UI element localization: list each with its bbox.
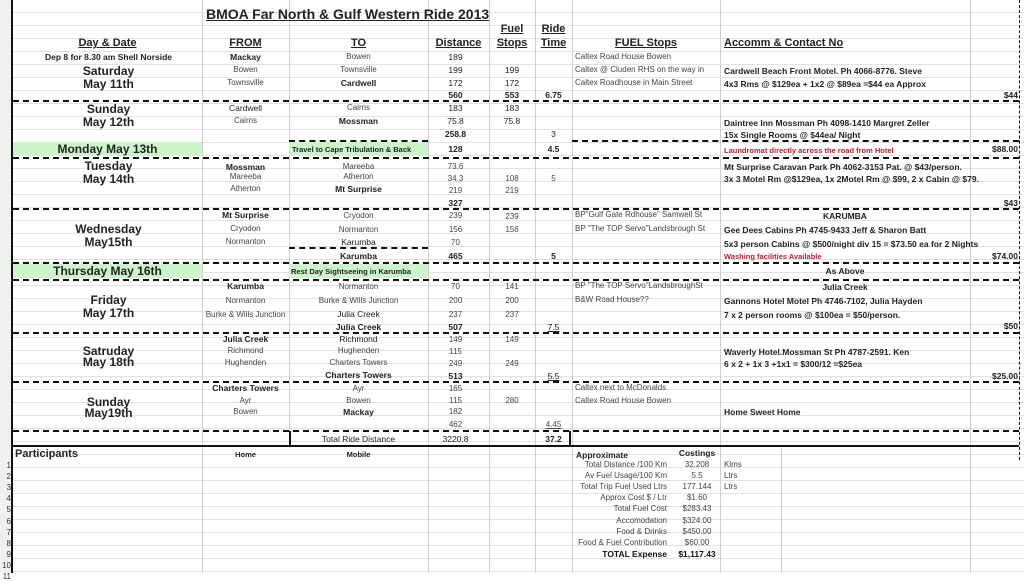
costing-label: Total Distance /100 Km <box>584 460 667 469</box>
header-distance: Distance <box>435 37 482 49</box>
row-number: 6 <box>6 516 11 526</box>
distance-cell: 115 <box>449 347 462 356</box>
distance-cell: 183 <box>448 103 463 113</box>
to-cell: Mt Surprise <box>335 184 382 194</box>
separator <box>572 140 1019 142</box>
from-cell: Burke & Wills Junction <box>205 310 286 319</box>
from-cell: Cardwell <box>228 103 263 113</box>
date-label: May 14th <box>82 172 135 186</box>
day-label: Sunday <box>86 395 131 409</box>
day-separator <box>13 208 1019 210</box>
costing-value: 5.5 <box>691 471 703 481</box>
accomm-cell: Julia Creek <box>822 282 868 292</box>
day-label: Tuesday <box>84 159 133 173</box>
distance-cell: 75.8 <box>447 116 464 126</box>
day-label: Friday <box>90 293 127 307</box>
fuel-cell: 183 <box>504 103 520 113</box>
fuel-stop-cell: B&W Road House?? <box>575 295 649 304</box>
from-cell: Bowen <box>233 65 258 74</box>
note-cell: Laundromat directly across the road from Hotel <box>724 146 894 155</box>
from-cell: Julia Creek <box>222 334 269 344</box>
accomm-cell: 5x3 person Cabins @ $500/night div 15 = $73.50 ea for 2 Nights <box>724 239 979 249</box>
sheet-title: BMOA Far North & Gulf Western Ride 2013 <box>206 6 490 22</box>
row-number: 11 <box>2 572 11 581</box>
day-total-distance: 560 <box>448 90 463 100</box>
costing-label: Total Trip Fuel Used Ltrs <box>580 482 667 492</box>
costing-value: $60.00 <box>684 537 710 547</box>
to-cell: Mossman <box>338 116 379 126</box>
date-label: May 17th <box>82 306 135 320</box>
from-cell: Townsville <box>227 78 264 87</box>
costing-label: Food & Fuel Contribution <box>578 537 667 547</box>
to-cell: Townsville <box>340 65 377 74</box>
day-cost: $50 <box>1003 321 1018 331</box>
to-cell: Charters Towers <box>329 358 388 367</box>
fuel-cell: 149 <box>505 335 519 344</box>
distance-cell: 165 <box>448 384 463 393</box>
day-total-time: 6.75 <box>545 90 562 100</box>
fuel-cell: 199 <box>504 65 520 75</box>
day-separator <box>13 157 1019 159</box>
to-cell: Julia Creek <box>337 309 380 319</box>
fuel-cell: 156 <box>505 225 519 234</box>
row-number: 5 <box>6 505 11 515</box>
day-cost: $44 <box>1003 90 1018 100</box>
day-label: Sunday <box>86 102 131 116</box>
header-stops: Stops <box>496 37 528 49</box>
grand-total-label: Total Ride Distance <box>321 434 396 444</box>
distance-cell: 172 <box>448 78 463 88</box>
distance-cell: 182 <box>448 407 463 416</box>
day-total-distance: 462 <box>448 420 463 429</box>
row-number: 3 <box>6 483 11 493</box>
from-cell: Normanton <box>225 296 266 305</box>
fuel-cell: 239 <box>505 212 519 221</box>
day-cost: $25.00 <box>992 371 1018 381</box>
fuel-cell: 75.8 <box>503 116 521 126</box>
distance-cell: 237 <box>448 310 463 319</box>
header-from: FROM <box>229 37 262 49</box>
day-total-time: 5.5 <box>547 371 560 381</box>
row-number: 10 <box>2 560 11 570</box>
day-label: Saturday <box>82 64 135 78</box>
fuel-stop-cell: BP "The TOP Servo"Landsbrough St <box>575 224 706 233</box>
day-total-distance: 507 <box>448 322 463 332</box>
costing-value: $450.00 <box>682 526 712 536</box>
fuel-stop-cell: BP"Gulf Gate Rdhouse" Samwell St <box>575 210 703 219</box>
to-cell: Normanton <box>338 282 379 291</box>
date-label: May 11th <box>83 77 134 91</box>
to-cell: Bowen <box>346 396 371 405</box>
day-total-time: 7.5 <box>547 322 560 332</box>
day-separator <box>13 332 1019 334</box>
participants-mobile-header: Mobile <box>346 450 371 459</box>
distance-cell: 199 <box>448 65 463 75</box>
fuel-cell: 141 <box>505 282 519 291</box>
costing-value: $1.60 <box>686 493 708 503</box>
fuel-stop-cell: Caltex Road House Bowen <box>575 52 672 61</box>
departure-note: Dep 8 for 8.30 am Shell Norside <box>44 52 173 62</box>
activity-cell: Travel to Cape Tribulation & Back <box>292 145 412 154</box>
distance-cell: 115 <box>449 396 462 405</box>
day-total-fuel: 553 <box>504 90 520 100</box>
day-total-time: 3 <box>551 129 556 139</box>
to-cell: Mackay <box>343 407 374 417</box>
from-cell: Cairns <box>233 116 258 125</box>
to-cell: Karumba <box>341 237 376 247</box>
costing-label: Total Fuel Cost <box>613 504 667 514</box>
header-ride: Ride <box>541 23 566 35</box>
date-label: May 12th <box>82 115 135 129</box>
distance-cell: 219 <box>448 186 463 195</box>
to-cell: Atherton <box>343 172 374 181</box>
distance-cell: 200 <box>448 296 463 305</box>
costing-label: Approx Cost $ / Ltr <box>600 493 667 503</box>
accomm-cell: Home Sweet Home <box>724 407 801 417</box>
grand-total-distance: 3220.8 <box>442 434 469 444</box>
accomm-cell: 3x 3 Motel Rm @$129ea, 1x 2Motel Rm @ $99, 2 x Cabin @ $79. <box>724 174 979 184</box>
row-number: 9 <box>6 549 11 559</box>
fuel-cell: 280 <box>505 396 519 405</box>
accomm-cell: 15x Single Rooms @ $44ea/ Night <box>724 130 861 140</box>
from-cell: Normanton <box>225 237 266 246</box>
to-cell: Cardwell <box>340 78 377 88</box>
header-to: TO <box>350 37 367 49</box>
day-label: Thursday May 16th <box>53 264 162 278</box>
day-total-distance: 465 <box>448 251 463 261</box>
to-cell: Cairns <box>346 103 371 112</box>
costing-unit: Ltrs <box>724 482 738 492</box>
fuel-cell: 200 <box>505 296 519 305</box>
distance-cell: 70 <box>451 238 460 247</box>
accomm-cell: Daintree Inn Mossman Ph 4098-1410 Margret Zeller <box>724 118 930 128</box>
from-cell: Atherton <box>230 184 261 193</box>
from-cell: Karumba <box>227 281 264 291</box>
fuel-stop-cell: Caltex Roadhouse in Main Street <box>575 78 693 87</box>
day-label: Wednesday <box>75 222 142 236</box>
day-total-time: 5 <box>551 251 556 261</box>
fuel-stop-cell: Caltex next to McDonalds <box>575 383 667 392</box>
grand-total-time: 37.2 <box>545 434 562 444</box>
day-separator <box>13 100 1019 102</box>
from-cell: Charters Towers <box>212 383 279 393</box>
right-border <box>1019 0 1020 460</box>
fuel-stop-cell: BP "The TOP Servo"LandsbroughSt <box>575 281 703 290</box>
distance-cell: 70 <box>451 282 460 291</box>
fuel-cell: 237 <box>505 310 519 319</box>
header-fuel-stops: FUEL Stops <box>614 37 678 49</box>
row-number: 2 <box>6 472 11 482</box>
distance-cell: 128 <box>448 144 463 154</box>
col-divider <box>535 0 536 573</box>
accomm-cell: 7 x 2 person rooms @ $100ea = $50/person. <box>724 310 901 320</box>
ride-time-cell: 4.5 <box>547 144 560 154</box>
to-cell: Charters Towers <box>325 370 392 380</box>
date-label: May15th <box>84 235 133 249</box>
fuel-cell: 108 <box>505 174 519 183</box>
from-cell: Mossman <box>225 162 266 172</box>
row-number: 7 <box>6 527 11 537</box>
from-cell: Mackay <box>230 52 261 62</box>
fuel-cell: 219 <box>505 186 519 195</box>
participants-title: Participants <box>15 448 78 460</box>
day-label: Satruday <box>82 344 135 358</box>
costing-label: Food & Drinks <box>616 526 667 536</box>
distance-cell: 34.3 <box>447 174 464 183</box>
to-cell: Bowen <box>346 52 371 61</box>
section-divider <box>13 445 1019 447</box>
costing-value: 32.208 <box>684 460 710 469</box>
day-label: Monday May 13th <box>57 142 158 156</box>
from-cell: Ayr <box>239 396 252 405</box>
header-fuel: Fuel <box>500 23 524 35</box>
to-cell: Hughenden <box>337 346 380 355</box>
distance-cell: 249 <box>448 359 463 368</box>
from-cell: Richmond <box>227 346 264 355</box>
costing-unit: Ltrs <box>724 471 738 481</box>
costings-header-label: Approximate <box>576 450 628 460</box>
to-cell: Normanton <box>338 225 379 234</box>
to-cell: Burke & Wills Junction <box>318 296 399 305</box>
from-cell: Mareeba <box>229 172 262 181</box>
costing-value: 177.144 <box>682 482 712 492</box>
to-cell: Cryodon <box>343 211 374 220</box>
date-label: May 18th <box>82 355 135 369</box>
accomm-cell: Waverly Hotel.Mossman St Ph 4787-2591. Ken <box>724 347 910 357</box>
distance-cell: 189 <box>448 52 463 62</box>
day-total-distance: 258.8 <box>444 129 467 139</box>
from-cell: Bowen <box>233 407 258 416</box>
to-cell: Richmond <box>339 334 378 344</box>
row-number: 1 <box>6 461 11 470</box>
day-total-distance: 327 <box>448 198 463 208</box>
costing-unit: Klms <box>724 460 742 469</box>
fuel-stop-cell: Caltex Road House Bowen <box>575 396 672 405</box>
day-separator <box>13 381 1019 383</box>
day-total-distance: 513 <box>448 371 463 381</box>
costings-header-value: Costings <box>678 448 716 458</box>
costing-label: Accomodation <box>616 515 667 525</box>
accomm-cell: Cardwell Beach Front Motel. Ph 4066-8776. Steve <box>724 66 922 76</box>
costing-value: $1,117.43 <box>678 548 716 559</box>
to-cell: Karumba <box>340 251 377 261</box>
fuel-cell: 172 <box>504 78 520 88</box>
day-cost: $74.00 <box>992 251 1018 261</box>
to-cell: Mareeba <box>342 162 375 171</box>
col-divider <box>970 0 971 573</box>
separator <box>289 247 428 249</box>
date-label: May19th <box>84 406 133 420</box>
day-cost: $88.00 <box>992 144 1018 154</box>
accomm-cell: Gannons Hotel Motel Ph 4746-7102, Julia Hayden <box>724 296 923 306</box>
fuel-cell: 249 <box>505 359 519 368</box>
col-divider <box>781 448 782 573</box>
day-cost: $43 <box>1003 198 1018 208</box>
header-accomm: Accomm & Contact No <box>724 37 844 49</box>
header-time: Time <box>540 37 567 49</box>
costing-value: $324.00 <box>682 515 712 525</box>
costing-label: Av Fuel Usage/100 Km <box>584 471 667 481</box>
to-cell: Julia Creek <box>335 322 382 332</box>
participants-home-header: Home <box>235 450 256 459</box>
accomm-cell: 4x3 Rms @ $129ea + 1x2 @ $89ea =$44 ea Approx <box>724 79 926 89</box>
accomm-cell: Gee Dees Cabins Ph 4745-9433 Jeff & Sharon Batt <box>724 225 927 235</box>
activity-cell: Rest Day Sightseeing in Karumba <box>291 267 412 276</box>
note-cell: Washing facilities Available <box>724 252 822 261</box>
header-day-date: Day & Date <box>78 37 137 49</box>
accomm-cell: 6 x 2 + 1x 3 +1x1 = $300/12 =$25ea <box>724 359 863 369</box>
fuel-stop-cell: Caltex @ Cluden RHS on the way in <box>575 65 705 74</box>
day-separator <box>13 279 1019 281</box>
distance-cell: 156 <box>448 225 463 234</box>
distance-cell: 239 <box>448 211 463 220</box>
accomm-cell: KARUMBA <box>823 211 867 221</box>
distance-cell: 149 <box>448 335 463 344</box>
from-cell: Hughenden <box>224 358 267 367</box>
accomm-cell: Mt Surprise Caravan Park Ph 4062-3153 Pat. @ $43/person. <box>724 162 962 172</box>
distance-cell: 73.6 <box>447 162 464 171</box>
left-border <box>11 0 13 573</box>
to-cell: Ayr <box>352 384 365 393</box>
ride-time-cell: 5 <box>551 174 556 183</box>
from-cell: Cryodon <box>230 224 261 233</box>
accomm-cell: As Above <box>825 266 865 276</box>
day-total-time: 4.45 <box>545 420 562 429</box>
row-number: 8 <box>6 538 11 548</box>
from-cell: Mt Surprise <box>222 210 269 220</box>
costing-label: TOTAL Expense <box>602 548 667 559</box>
row-number: 4 <box>6 494 11 504</box>
costing-value: $283.43 <box>682 504 712 514</box>
